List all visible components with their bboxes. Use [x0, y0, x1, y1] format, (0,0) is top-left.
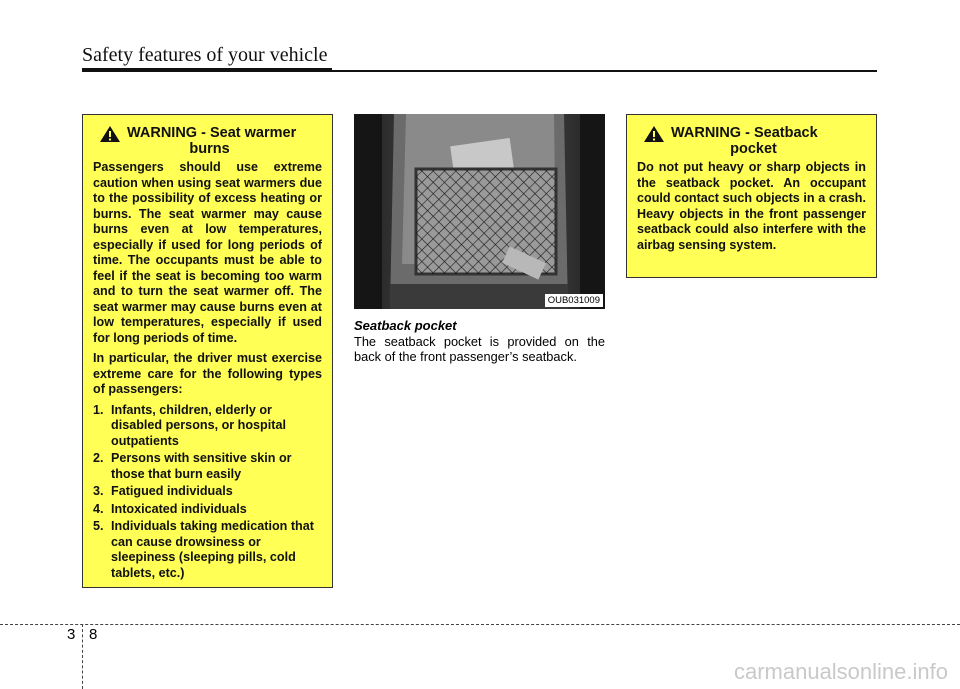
warning-paragraph-2: In particular, the driver must exercise extreme care for the following types of passengers: [93, 351, 322, 396]
header-rule-thin [332, 70, 877, 72]
page-number: 8 [89, 626, 98, 643]
passenger-type-list [93, 403, 322, 582]
warning-box-seatback-pocket [626, 114, 877, 278]
footer-rule [0, 624, 960, 625]
warning-triangle-icon [643, 125, 665, 143]
warning-title-main: Seatback [753, 125, 818, 141]
warning-title-sub: burns [189, 141, 230, 157]
figure-code: OUB031009 [545, 294, 603, 307]
warning-triangle-icon [99, 125, 121, 143]
warning-title-sub: pocket [730, 141, 777, 157]
caption-title: Seatback pocket [354, 318, 457, 333]
watermark: carmanualsonline.info [733, 659, 948, 684]
list-item: 4. Intoxicated individuals [93, 501, 247, 516]
list-item: 3. Fatigued individuals [93, 484, 233, 498]
list-item: 2. Persons with sensitive skin or those that burn easily [93, 451, 292, 481]
section-number: 3 [67, 626, 76, 643]
warning-box-seat-warmer [82, 114, 333, 588]
list-item: 5. Individuals taking medication that can cause drowsiness or sleepiness (sleeping pills, cold tablets, etc.) [93, 519, 314, 580]
warning-title-main: Seat warmer [209, 125, 297, 141]
warning-paragraph-1: Passengers should use extreme caution when using seat warmers due to the possibility of excess heating or burns. The seat warmer may cause burns even at low temperatures, especially if used for long periods of time. The occupants must be able to feel if the seat is becoming too warm and to turn the seat warmer off. The seat warmer may cause burns even at low temperatures, especially if used for long periods of time. [93, 160, 322, 345]
seatback-pocket-illustration [354, 114, 605, 309]
caption-body: The seatback pocket is provided on the back of the front passenger’s seatback. [354, 334, 605, 364]
seatback-pocket-photo [354, 114, 605, 309]
header-title: Safety features of your vehicle [82, 44, 328, 66]
list-item: 1. Infants, children, elderly or disabled persons, or hospital outpatients [93, 402, 286, 448]
warning-title [93, 125, 322, 157]
warning-paragraph-1: Do not put heavy or sharp objects in the seatback pocket. An occupant could contact such objects in a crash. Heavy objects in the front passenger seatback could also interfere with the airbag sensing system. [637, 160, 866, 252]
warning-label: WARNING - [671, 125, 750, 141]
warning-title [637, 125, 866, 157]
footer-vertical-rule [82, 624, 83, 689]
header-rule-thick [82, 68, 332, 72]
warning-label: WARNING - [127, 125, 206, 141]
